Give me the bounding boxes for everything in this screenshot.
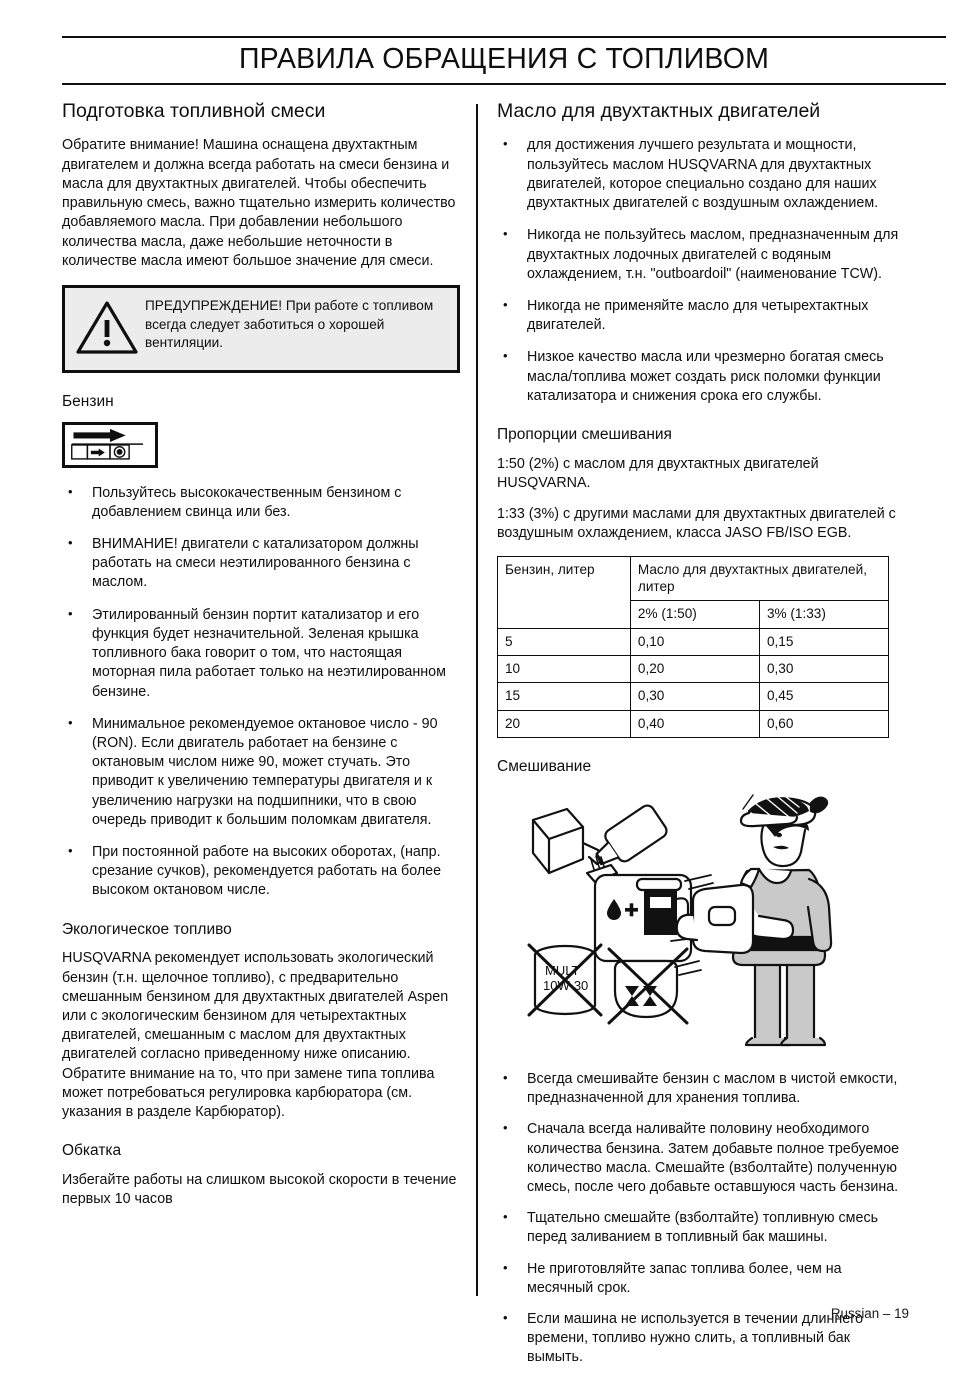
page-footer: Russian – 19 [830, 1306, 909, 1321]
list-item: • ВНИМАНИЕ! двигатели с катализатором должны работать на смеси неэтилированного бензина с маслом. [62, 535, 462, 593]
eco-fuel-paragraph: HUSQVARNA рекомендует использовать экологический бензин (т.н. щелочное топливо), с предварительно смешанным бензином для двухтактных двигателей Aspen или с экологическим бензином для четырехтактных двигателей, смешанным с маслом для двухтактных двигателей согласно приведенному ниже описанию. Обратите внимание на то, что при замене типа топлива может потребоваться регулировка карбюратора (см. указания в разделе Карбюратор). [62, 950, 449, 1121]
right-section-title: Масло для двухтактных двигателей [497, 100, 821, 122]
mixing-ratio-text-2: 1:33 (3%) с другими маслами для двухтактных двигателей с воздушным охлаждением, класса JASO FB/ISO EGB. [497, 506, 896, 542]
warning-text: ПРЕДУПРЕЖДЕНИЕ! При работе с топливом всегда следует заботиться о хорошей вентиляции. [145, 297, 434, 351]
list-item: • Всегда смешивайте бензин с маслом в чистой емкости, предназначенной для хранения топлива. [497, 1070, 909, 1108]
mixing-bullet-list [497, 1070, 909, 1368]
table-cell-ratio2: 0,20 [630, 656, 759, 683]
svg-text:MULT: MULT [545, 962, 580, 978]
column-divider [476, 104, 478, 1296]
table-row [498, 710, 889, 737]
table-header-oil: Масло для двухтактных двигателей, литер [630, 556, 888, 601]
run-in-paragraph: Избегайте работы на слишком высокой скорости в течение первых 10 часов [62, 1171, 457, 1208]
list-item: • Низкое качество масла или чрезмерно богатая смесь масла/топлива может создать риск поломки функции катализатора и снижения срока его службы. [497, 348, 909, 406]
table-cell-ratio2: 0,10 [630, 628, 759, 655]
list-item: • Пользуйтесь высококачественным бензином с добавлением свинца или без. [62, 484, 462, 522]
table-cell-petrol: 20 [498, 710, 631, 737]
page-title: ПРАВИЛА ОБРАЩЕНИЯ С ТОПЛИВОМ [238, 43, 770, 75]
table-cell-ratio3: 0,60 [759, 710, 888, 737]
run-in-heading: Обкатка [62, 1142, 122, 1160]
table-row [498, 683, 889, 710]
list-item: • Никогда не пользуйтесь маслом, предназначенным для двухтактных лодочных двигателей с водяным охлаждением, т.н. "outboardoil" (наименование TCW). [497, 226, 909, 284]
warning-triangle-icon [75, 299, 139, 360]
fuel-mixing-illustration [497, 787, 909, 1052]
mixing-ratio-heading: Пропорции смешивания [497, 426, 672, 444]
table-subheader-3pct: 3% (1:33) [759, 601, 888, 628]
left-column [62, 100, 462, 1221]
list-item: • При постоянной работе на высоких оборотах, (напр. срезание сучков), рекомендуется работать на более высоком октановом числе. [62, 843, 462, 901]
mixing-ratio-table [497, 556, 889, 739]
list-item: • Не приготовляйте запас топлива более, чем на месячный срок. [497, 1260, 909, 1298]
table-cell-ratio3: 0,30 [759, 656, 888, 683]
table-cell-petrol: 5 [498, 628, 631, 655]
left-section-title: Подготовка топливной смеси [62, 100, 326, 122]
table-cell-ratio3: 0,45 [759, 683, 888, 710]
oil-bullet-list [497, 136, 909, 406]
table-cell-petrol: 15 [498, 683, 631, 710]
table-subheader-2pct: 2% (1:50) [630, 601, 759, 628]
list-item: • Если машина не используется в течении длиннего времени, топливо нужно слить, а топливный бак вымыть. [497, 1310, 909, 1368]
table-cell-ratio3: 0,15 [759, 628, 888, 655]
table-row [498, 556, 889, 601]
list-item: • Минимальное рекомендуемое октановое число - 90 (RON). Если двигатель работает на бензине с октановым числом ниже 90, может стучать. Это приводит к увеличению температуры двигателя и к увеличению нагрузки на подшипники, что в свою очередь приводит к большим поломкам двигателя. [62, 715, 462, 830]
table-row [498, 656, 889, 683]
page-header [62, 36, 946, 85]
svg-text:10W-30: 10W-30 [543, 977, 589, 993]
gasoline-heading: Бензин [62, 392, 114, 410]
right-column [497, 100, 909, 1380]
list-item: • для достижения лучшего результата и мощности, пользуйтесь маслом HUSQVARNA для двухтактных двигателей, которое специально создано для наших двухтактных двигателей с воздушным охлаждением. [497, 136, 909, 213]
table-cell-ratio2: 0,40 [630, 710, 759, 737]
list-item: • Тщательно смешайте (взболтайте) топливную смесь перед заливанием в топливный бак машины. [497, 1209, 909, 1247]
gasoline-bullet-list [62, 484, 462, 901]
fuel-pump-arrow-icon [62, 422, 158, 468]
left-intro-paragraph: Обратите внимание! Машина оснащена двухтактным двигателем и должна всегда работать на смеси бензина и масла для двухтактных двигателей. Чтобы обеспечить правильную смесь, важно тщательно измерить количество добавляемого масла. При добавлении небольшого количества масла, даже небольшие неточности в количестве масла имеют большое значение для смеси. [62, 137, 456, 269]
list-item: • Сначала всегда наливайте половину необходимого количества бензина. Затем добавьте полное требуемое количество масла. Смешайте (взболтайте) полученную смесь, после чего добавьте оставшуюся часть бензина. [497, 1120, 909, 1197]
table-cell-petrol: 10 [498, 656, 631, 683]
list-item: • Никогда не применяйте масло для четырехтактных двигателей. [497, 297, 909, 335]
mixing-heading: Смешивание [497, 758, 592, 776]
table-header-petrol: Бензин, литер [498, 556, 631, 628]
mixing-ratio-text-1: 1:50 (2%) с маслом для двухтактных двигателей HUSQVARNA. [497, 455, 819, 491]
eco-fuel-heading: Экологическое топливо [62, 920, 232, 938]
table-row [498, 628, 889, 655]
warning-box [62, 285, 460, 373]
list-item: • Этилированный бензин портит катализатор и его функция будет незначительной. Зеленая крышка топливного бака говорит о том, что настоящая моторная пила работает только на неэтилированном бензине. [62, 606, 462, 702]
table-cell-ratio2: 0,30 [630, 683, 759, 710]
header-rule-bottom [62, 83, 946, 85]
